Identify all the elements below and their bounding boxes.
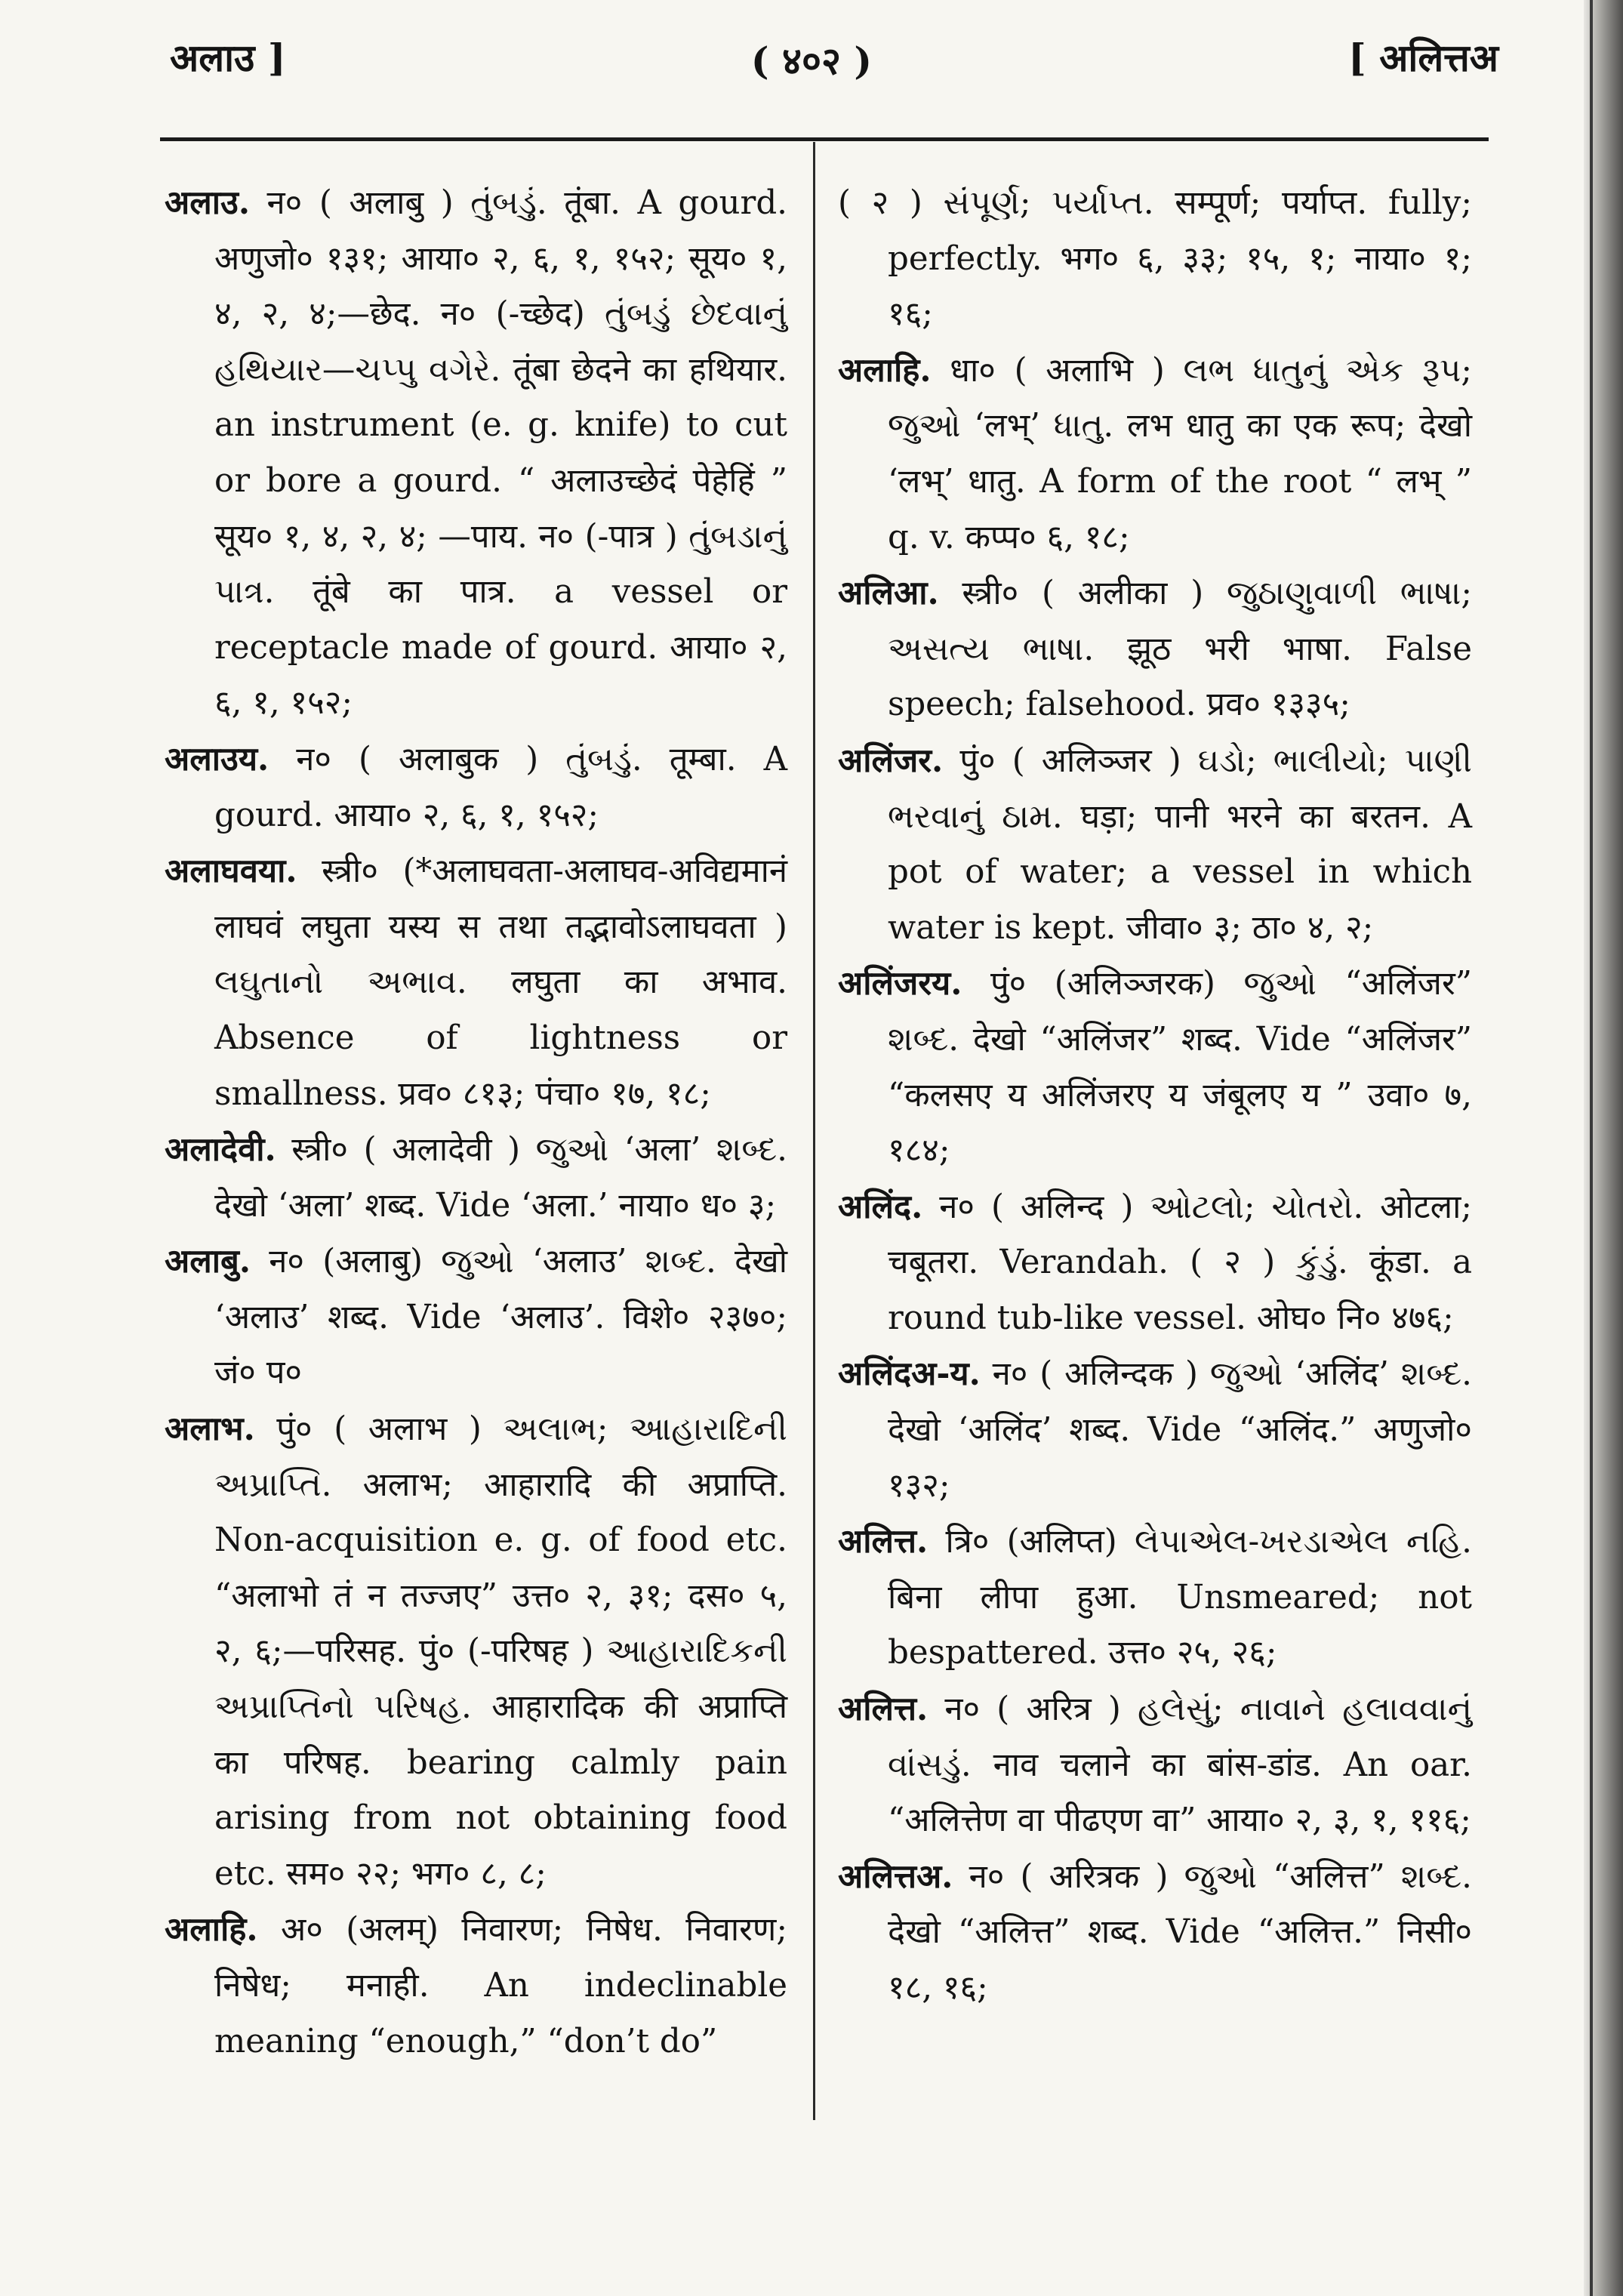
column-separator <box>813 142 815 2120</box>
dictionary-entry <box>165 175 787 732</box>
dictionary-entry <box>838 343 1472 566</box>
entry-body: स्त्री० ( अलीका ) જુઠાણુવાળી ભાષા; અસત્ય ભાષા. झूठ भरी भाषा. False speech; falsehood. प्रव० १३३५; <box>888 575 1472 724</box>
entry-headword: अलिंद. <box>838 1187 923 1226</box>
entry-headword: अलाहि. <box>838 350 932 390</box>
entry-headword: अलाबु. <box>165 1242 251 1281</box>
entry-headword: अलिंजर. <box>838 741 944 780</box>
entry-body: न० ( अलिन्दक ) જુઓ ‘अलिंद’ શબ્દ. देखो ‘अलिंद’ शब्द. Vide “अलिंद.” अणुजो० १३२; <box>888 1355 1472 1505</box>
dictionary-entry <box>165 732 787 843</box>
dictionary-entry <box>838 956 1472 1179</box>
entry-headword: अलादेवी. <box>165 1130 276 1170</box>
dictionary-entry <box>838 1681 1472 1849</box>
dictionary-entry <box>165 843 787 1122</box>
entry-body: स्त्री० (*अलाघवता-अलाघव-अविद्यमानं लाघवं लघुता यस्य स तथा तद्भावोऽलाघवता ) લઘુતાનો અભાવ. लघुता का अभाव. Absence of lightness or smallness. प्रव० ८१३; पंचा० १७, १८; <box>214 852 787 1113</box>
entry-body: न० ( अलाबुक ) તુંબડું. तूम्बा. A gourd. आया० २, ६, १, १५२; <box>214 740 787 834</box>
dictionary-entry <box>838 1346 1472 1514</box>
entry-headword: अलाउय. <box>165 739 269 778</box>
dictionary-entry <box>165 1902 787 2069</box>
left-column <box>165 175 787 2069</box>
entry-body: पुं० (अलिञ्जरक) જુઓ “अलिंजर” શબ્દ. देखो “अलिंजर” शब्द. Vide “अलिंजर” “कलसए य अलिंजरए य जंबूलए य ” उवा० ७, १८४; <box>888 965 1472 1170</box>
entry-headword: अलित्त. <box>838 1522 929 1561</box>
entry-headword: अलिंदअ-य. <box>838 1354 981 1394</box>
dictionary-entry <box>838 1179 1472 1347</box>
entry-headword: अलिंजरय. <box>838 964 962 1003</box>
entry-body: न० ( अलाबु ) તુંબડું. तूंबा. A gourd. अणुजो० १३१; आया० २, ६, १, १५२; सूय० १, ४, २, ४;—छेद. न० (-च्छेद) તુંબડું છેદવાનું હથિયાર—ચપ્પુ વગેરે. तूंबा छेदने का हथियार. an instrument (e. g. knife) to cut or bore a gourd. “ अलाउच्छेदं पेहेहिं ” सूय० १, ४, २, ४; —पाय. न० (-पात्र ) તુંબડાનું પાત્ર. तूंबे का पात्र. a vessel or receptacle made of gourd. आया० २, ६, १, १५२; <box>214 184 787 723</box>
entry-body: न० ( अलिन्द ) ઓટલો; ચોતરો. ओटला; चबूतरा. Verandah. ( २ ) કુંડું. कूंडा. a round tub-like vessel. ओघ० नि० ४७६; <box>888 1188 1472 1337</box>
entry-headword: अलिआ. <box>838 574 939 613</box>
entry-body: न० ( अरित्र ) હલેસું; નાવાને હલાવવાનું વાંસડું. नाव चलाने का बांस-डांड. An oar. “अलित्तेण वा पीढएण वा” आया० २, ३, १, ११६; <box>888 1690 1472 1840</box>
dictionary-entry <box>165 1122 787 1234</box>
entry-body: पुं० ( अलाभ ) અલાભ; આહારાદિની અપ્રાપ્તિ. अलाभ; आहारादि की अप्राप्ति. Non-acquisition e. g. of food etc. “अलाभो तं न तज्जए” उत्त० २, ३१; दस० ५, २, ६;—परिसह. पुं० (-परिषह ) આહારાદિકની અપ્રાપ્તિનો પરિષહ. आहारादिक की अप्राप्ति का परिषह. bearing calmly pain arising from not obtaining food etc. सम० २२; भग० ८, ८; <box>214 1410 787 1893</box>
entry-body: धा० ( अलाभि ) લભ ધાતુનું એક રૂપ; જુઓ ‘लभ्’ ધાતુ. लभ धातु का एक रूप; देखो ‘लभ्’ धातु. A form of the root “ लभ् ” q. v. कप्प० ६, १८; <box>888 351 1472 556</box>
entry-headword: अलाघवया. <box>165 852 297 891</box>
entry-body: न० ( अरित्रक ) જુઓ “अलित्त” શબ્દ. देखो “अलित्त” शब्द. Vide “अलित्त.” निसी० १८, १६; <box>888 1857 1472 2007</box>
dictionary-entry <box>838 733 1472 956</box>
entry-headword: अलाहि. <box>165 1910 258 1949</box>
dictionary-entry <box>165 1401 787 1902</box>
running-header-left: अलाउ ] <box>170 35 286 80</box>
right-column <box>838 175 1472 2017</box>
book-binding-edge <box>1584 0 1623 2296</box>
page-number: ( ४०२ ) <box>750 39 873 83</box>
entry-headword: अलाउ. <box>165 183 250 222</box>
entry-body: ( २ ) સંપૂર્ણ; પર્યાપ્ત. सम्पूर्ण; पर्याप्त. fully; perfectly. भग० ६, ३३; १५, १; नाया० १; १६; <box>838 184 1472 334</box>
running-header-right: [ अलित्तअ <box>1348 35 1498 80</box>
entry-body: पुं० ( अलिञ्जर ) ઘડો; ભાલીયો; પાણી ભરવાનું ઠામ. घड़ा; पानी भरने का बरतन. A pot of water; a vessel in which water is kept. जीवा० ३; ठा० ४, २; <box>888 741 1472 947</box>
entry-body: त्रि० (अलिप्त) લેપાએલ-ખરડાએલ નહિ. बिना लीपा हुआ. Unsmeared; not bespattered. उत्त० २५, २६; <box>888 1523 1472 1672</box>
entry-headword: अलित्त. <box>838 1690 929 1729</box>
dictionary-entry-continuation <box>838 175 1472 343</box>
dictionary-entry <box>838 1849 1472 2017</box>
entry-headword: अलाभ. <box>165 1410 255 1449</box>
header-rule <box>160 137 1489 141</box>
entry-body: न० (अलाबु) જુઓ ‘अलाउ’ શબ્દ. देखो ‘अलाउ’ शब्द. Vide ‘अलाउ’. विशे० २३७०; जं० प० <box>214 1243 787 1392</box>
entry-body: अ० (अलम्) निवारण; निषेध. निवारण; निषेध; मनाही. An indeclinable meaning “enough,” “don’t do” <box>214 1911 787 2060</box>
entry-headword: अलित्तअ. <box>838 1857 953 1896</box>
dictionary-entry <box>165 1234 787 1401</box>
entry-body: स्त्री० ( अलादेवी ) જુઓ ‘अला’ શબ્દ. देखो ‘अला’ शब्द. Vide ‘अला.’ नाया० ध० ३; <box>214 1131 787 1225</box>
dictionary-entry <box>838 566 1472 733</box>
dictionary-entry <box>838 1514 1472 1681</box>
